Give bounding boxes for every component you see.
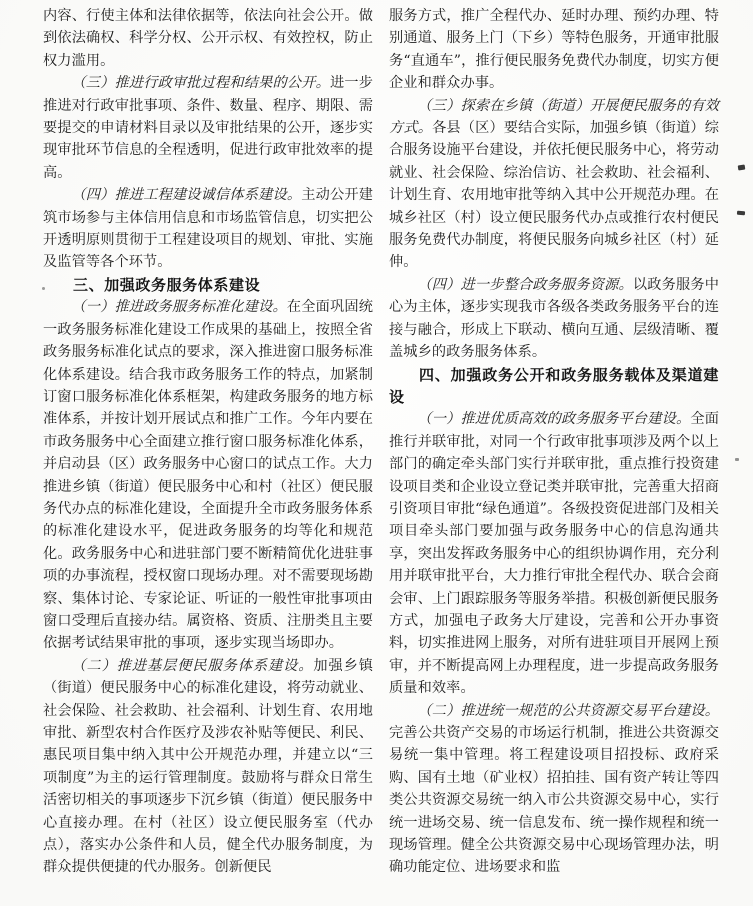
paragraph-item <box>43 296 373 655</box>
paragraph-text: 服务方式，推广全程代办、延时办理、预约办理、特别通道、服务上门（下乡）等特色服务，开通审批服务“直通车”，推行便民服务免费代办制度，切实方便企业和群众办事。 <box>389 8 719 92</box>
paragraph-text: 内容、行使主体和法律依据等，依法向社会公开。做到依法确权、科学分权、公开示权、有效控权，防止权力滥用。 <box>43 8 373 69</box>
paragraph-item <box>389 95 719 274</box>
paragraph-text: 各县（区）要结合实际，加强乡镇（街道）综合服务设施平台建设，并依托便民服务中心，将劳动就业、社会保险、综治信访、社会救助、社会福利、计划生育、农用地审批等纳入其中公开规范办理。在城乡社区（村）设立便民服务代办点或推行农村便民服务免费代办制度，将便民服务向城乡社区（村）延伸。 <box>389 120 719 271</box>
paragraph-item <box>43 655 373 879</box>
scan-smudge <box>737 211 745 216</box>
scan-smudge <box>738 165 746 171</box>
scan-smudge <box>42 287 45 290</box>
paragraph-item <box>43 72 373 184</box>
paragraph-lead: （三）探索在乡镇（街道）开展便民服务的有效方式。 <box>389 97 719 137</box>
paragraph-lead: （三）推进行政审批过程和结果的公开。 <box>71 75 330 92</box>
paragraph-text: 以政务服务中心为主体，逐步实现我市各级各类政务服务平台的连接与融合，形成上下联动、横向互通、层级清晰、覆盖城乡的政务服务体系。 <box>389 276 719 361</box>
section-heading-4: 四、加强政务公开和政务服务载体及渠道建设 <box>389 365 719 406</box>
paragraph-item <box>43 184 373 274</box>
paragraph-item <box>389 700 719 879</box>
paragraph-lead: （四）推进工程建设诚信体系建设。 <box>71 187 302 204</box>
paragraph-text: 加强乡镇（街道）便民服务中心的标准化建设，将劳动就业、社会保险、社会救助、社会福利、计划生育、农用地审批、新型农村合作医疗及涉农补贴等便民、利民、惠民项目集中纳入其中公开规范办理，并建立以“三项制度”为主的运行管理制度。鼓励将与群众日常生活密切相关的事项逐步下沉乡镇（街道）便民服务中心直接办理。在村（社区）设立便民服务室（代办点），落实办公条件和人员，健全代办服务制度，为群众提供便捷的代办服务。创新便民 <box>43 657 373 876</box>
paragraph-item <box>389 274 719 364</box>
paragraph-lead: （一）推进优质高效的政务服务平台建设。 <box>417 411 691 428</box>
paragraph-text: 在全面巩固统一政务服务标准化建设工作成果的基础上，按照全省政务服务标准化试点的要求，深入推进窗口服务标准化体系建设。结合我市政务服务工作的特点，加紧制订窗口服务标准化体系框架，构建政务服务的地方标准体系，并按计划开展试点和推广工作。今年内要在市政务服务中心全面建立推行窗口服务标准化体系，并启动县（区）政务服务中心窗口的试点工作。大力推进乡镇（街道）便民服务中心和村（社区）便民服务代办点的标准化建设，全面提升全市政务服务体系的标准化建设水平，促进政务服务的均等化和规范化。政务服务中心和进驻部门要不断精简优化进驻事项的办事流程，授权窗口现场办理。对不需要现场勘察、集体讨论、专家论证、听证的一般性审批事项由窗口受理后直接办结。属资格、资质、注册类且主要依据考试结果审批的事项，逐步实现当场即办。 <box>43 299 373 652</box>
paragraph-text: 完善公共资产交易的市场运行机制，推进公共资源交易统一集中管理。将工程建设项目招投标、政府采购、国有土地（矿业权）招拍挂、国有资产转让等四类公共资源交易统一纳入市公共资源交易中心，实行统一进场交易、统一信息发布、统一操作规程和统一现场管理。健全公共资源交易中心现场管理办法，明确功能定位、进场要求和监 <box>389 725 719 876</box>
right-column <box>389 5 719 879</box>
left-column <box>43 5 373 879</box>
paragraph-continuation <box>43 5 373 72</box>
paragraph-text: 全面推行并联审批，对同一个行政审批事项涉及两个以上部门的确定牵头部门实行并联审批，重点推行投资建设项目类和企业设立登记类并联审批，完善重大招商引资项目审批“绿色通道”。各级投资促进部门及相关项目牵头部门要加强与政务服务中心的信息沟通共享，突出发挥政务服务中心的组织协调作用，充分利用并联审批平台，大力推行审批全程代办、联合会商会审、上门跟踪服务等服务举措。积极创新便民服务方式，加强电子政务大厅建设，完善和公开办事资料，切实推进网上服务，对所有进驻项目开展网上预审，并不断提高网上办理程度，进一步提高政务服务质量和效率。 <box>389 411 719 697</box>
paragraph-item <box>389 408 719 699</box>
paragraph-lead: （二）推进统一规范的公共资源交易平台建设。 <box>417 702 719 719</box>
paragraph-lead: （四）进一步整合政务服务资源。 <box>417 276 633 293</box>
scan-smudge <box>735 458 739 461</box>
paragraph-text: 主动公开建筑市场参与主体信用信息和市场监管信息，切实把公开透明原则贯彻于工程建设项目的规划、审批、实施及监管等各个环节。 <box>43 187 373 271</box>
paragraph-text: 进一步推进对行政审批事项、条件、数量、程序、期限、需要提交的申请材料目录以及审批结果的公开，逐步实现审批环节信息的全程透明，促进行政审批效率的提高。 <box>43 75 373 181</box>
scan-smudge <box>93 545 96 547</box>
paragraph-lead: （一）推进政务服务标准化建设。 <box>71 299 287 316</box>
paragraph-continuation <box>389 5 719 95</box>
paragraph-lead: （二）推进基层便民服务体系建设。 <box>71 657 314 674</box>
section-heading-3: 三、加强政务服务体系建设 <box>73 275 261 294</box>
